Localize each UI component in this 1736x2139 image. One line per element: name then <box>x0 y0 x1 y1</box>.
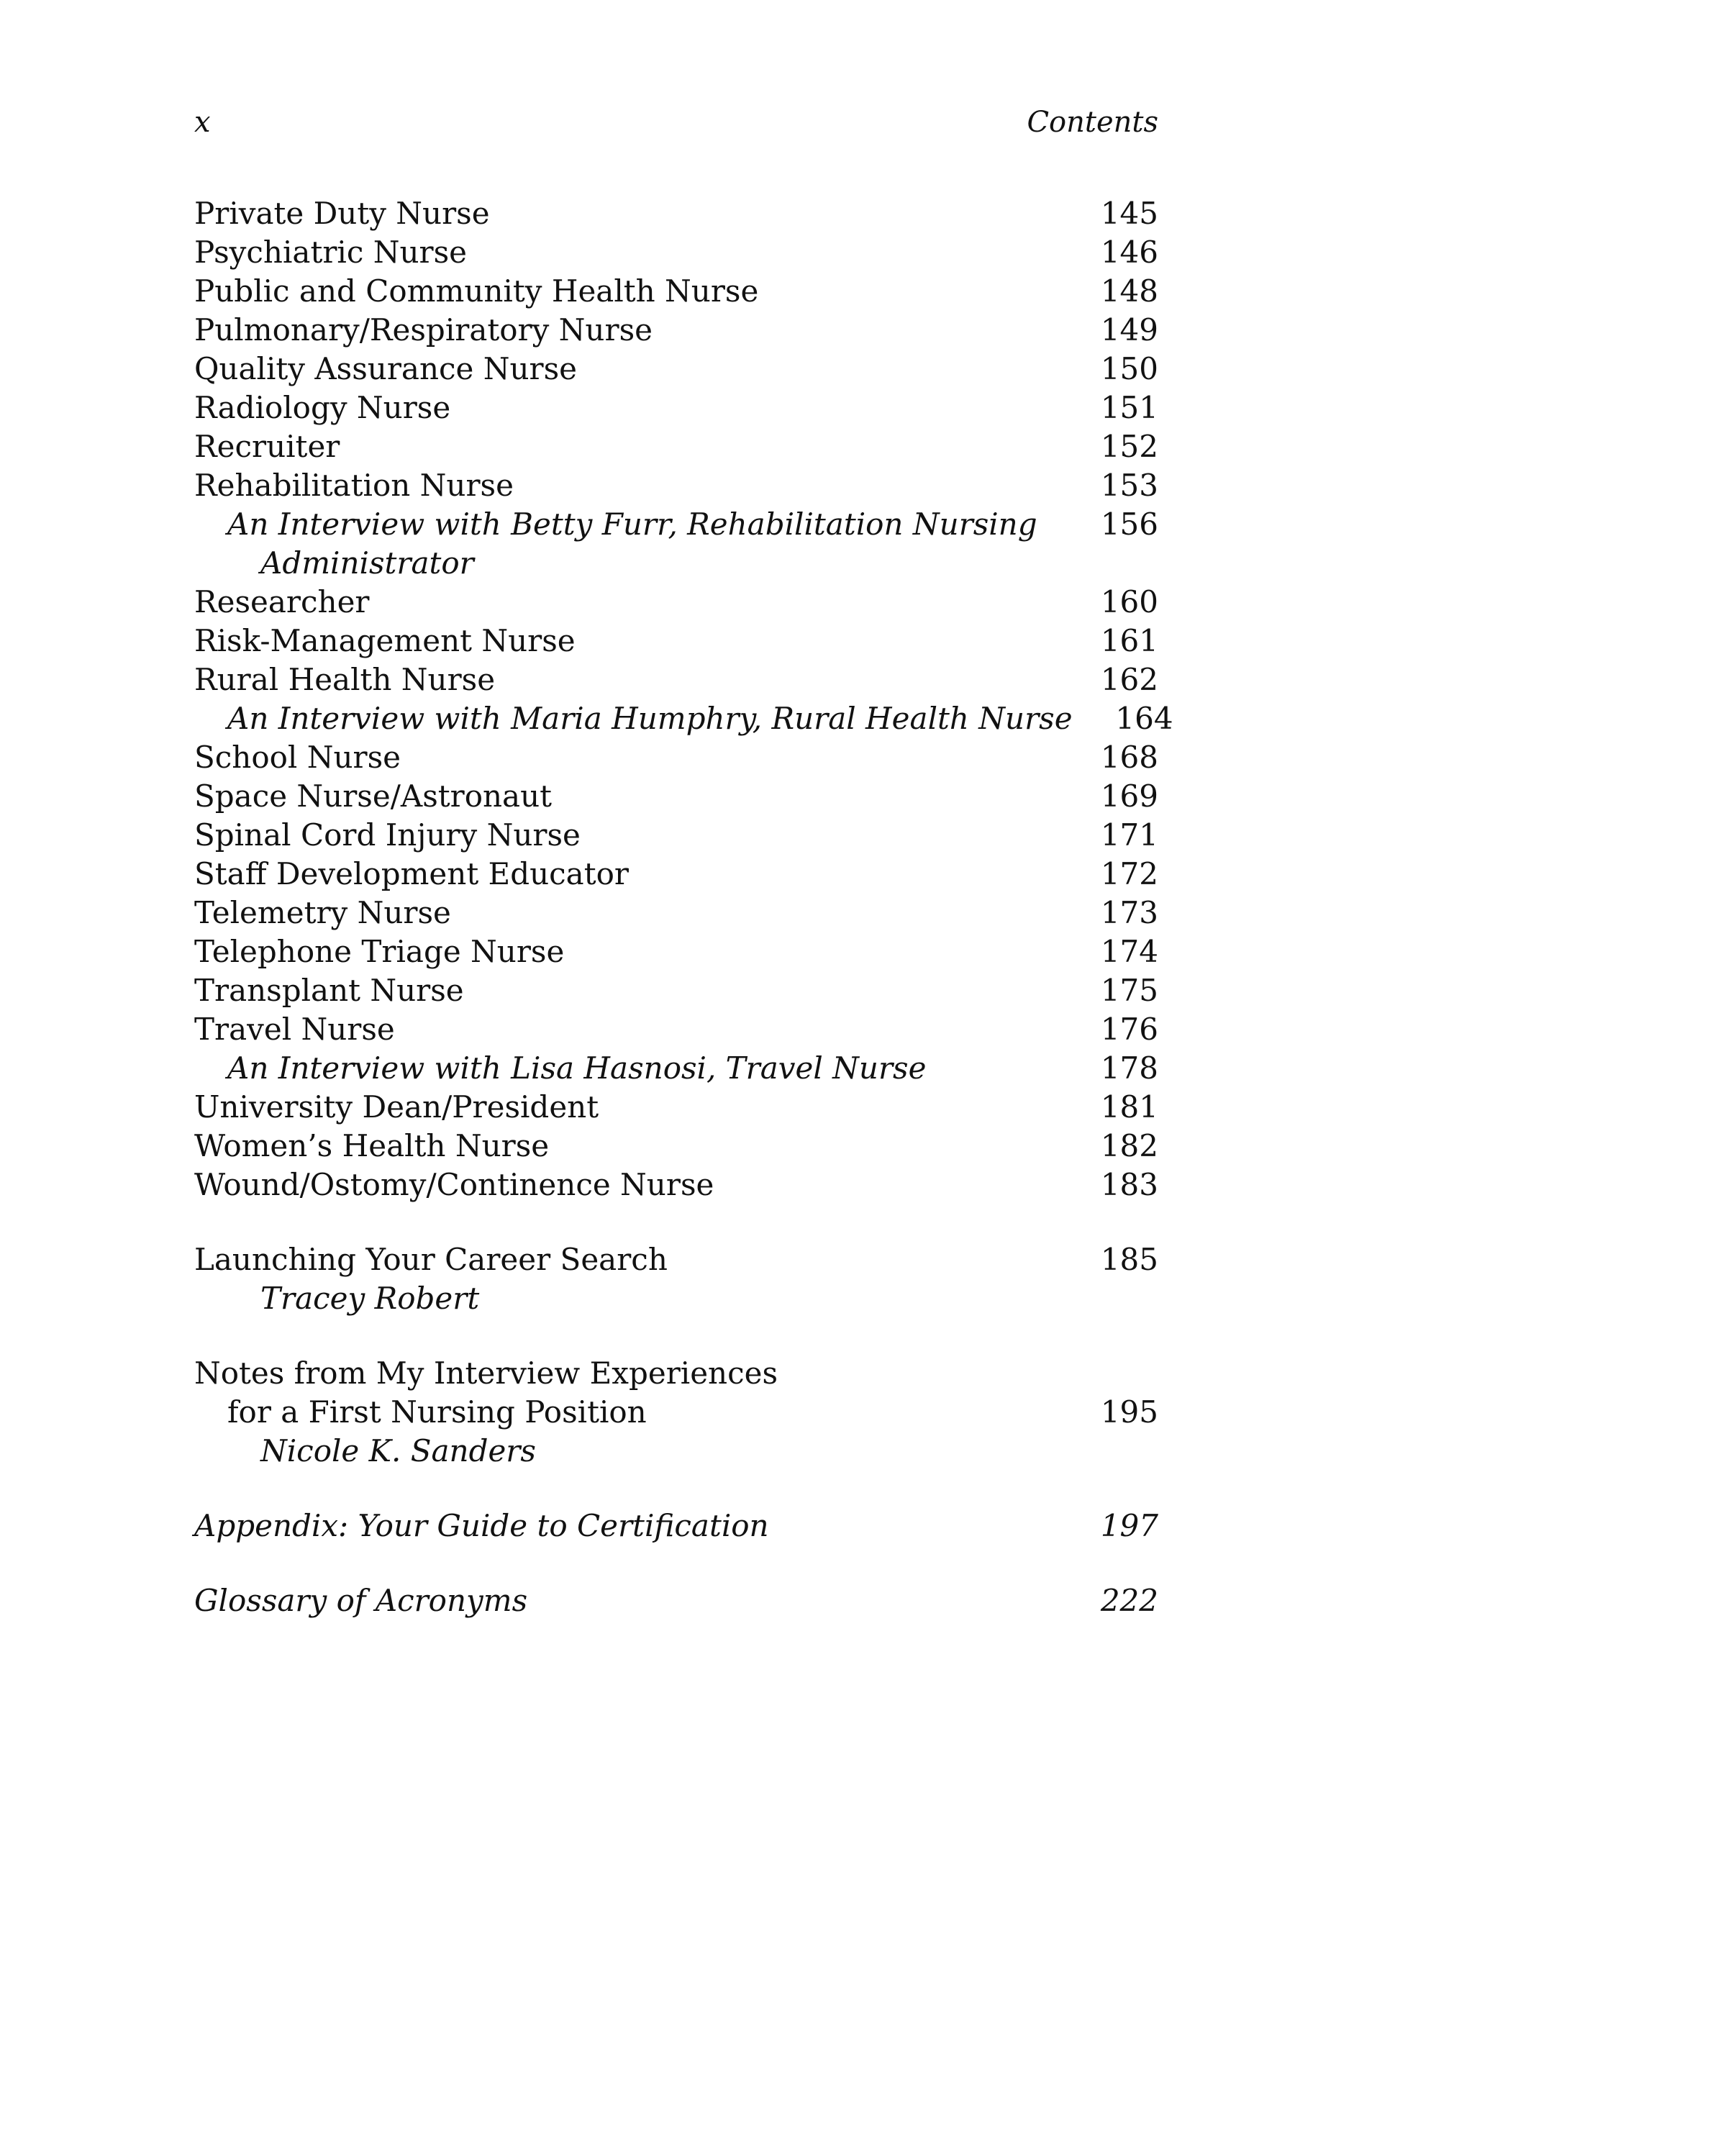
toc-entry-page: 173 <box>1100 895 1158 930</box>
toc-entry <box>194 1166 1158 1204</box>
toc-entry <box>194 777 1158 816</box>
toc-entry-title: Women’s Health Nurse <box>194 1128 550 1163</box>
toc-entry <box>194 738 1158 777</box>
toc-entry <box>194 1127 1158 1166</box>
toc-entry <box>194 233 1158 272</box>
toc-entry-page: 153 <box>1100 468 1158 503</box>
toc-interview-title <box>194 505 1058 583</box>
toc-entry <box>194 855 1158 894</box>
toc-entry-page: 151 <box>1100 390 1158 425</box>
toc-entry-page: 182 <box>1100 1128 1158 1163</box>
toc-entry-page: 156 <box>1100 507 1158 542</box>
section-gap <box>194 1471 1158 1507</box>
toc-entry-page: 148 <box>1100 273 1158 309</box>
toc-entry-page: 168 <box>1100 740 1158 775</box>
running-head <box>194 101 1158 144</box>
toc-section-author: Nicole K. Sanders <box>260 1433 536 1468</box>
toc-entry-title: Travel Nurse <box>194 1012 395 1047</box>
toc-entry <box>194 932 1158 971</box>
toc-section-page: 197 <box>1100 1508 1158 1543</box>
toc-entry <box>194 194 1158 233</box>
toc-section-title: Launching Your Career Search <box>194 1242 668 1277</box>
toc-interview-entry <box>194 505 1158 583</box>
toc-section-page: 195 <box>1100 1394 1158 1430</box>
toc-entry-page: 161 <box>1100 623 1158 658</box>
toc-section-title: Glossary of Acronyms <box>194 1583 528 1618</box>
toc-entry-title: Radiology Nurse <box>194 390 451 425</box>
contents-list <box>194 194 1173 1620</box>
toc-entry-title: Spinal Cord Injury Nurse <box>194 817 581 853</box>
toc-section-title-line2: for a First Nursing Position <box>227 1394 647 1430</box>
toc-section-glossary <box>194 1581 1158 1620</box>
toc-entry-title: Rehabilitation Nurse <box>194 468 514 503</box>
toc-entry <box>194 971 1158 1010</box>
toc-entry-title: Telemetry Nurse <box>194 895 451 930</box>
toc-entry-title: Transplant Nurse <box>194 973 464 1008</box>
toc-entry <box>194 350 1158 389</box>
toc-entry-title: Recruiter <box>194 429 340 464</box>
toc-entry-page: 181 <box>1100 1089 1158 1125</box>
toc-entry-page: 150 <box>1100 351 1158 386</box>
toc-entry-title: Staff Development Educator <box>194 856 629 891</box>
toc-entry <box>194 1010 1158 1049</box>
toc-entry <box>194 583 1158 622</box>
toc-entry <box>194 272 1158 311</box>
toc-entry-page: 171 <box>1100 817 1158 853</box>
toc-section-title-line1: Notes from My Interview Experiences <box>194 1355 778 1391</box>
toc-entry-title: Risk-Management Nurse <box>194 623 576 658</box>
toc-entry-page: 162 <box>1100 662 1158 697</box>
toc-entry-page: 164 <box>1115 701 1173 736</box>
toc-entry-title: Rural Health Nurse <box>194 662 496 697</box>
toc-interview-title: An Interview with Maria Humphry, Rural Health Nurse <box>227 701 1073 736</box>
toc-entry-title: School Nurse <box>194 740 401 775</box>
toc-entry <box>194 622 1158 660</box>
toc-entry-page: 152 <box>1100 429 1158 464</box>
toc-entry-page: 183 <box>1100 1167 1158 1202</box>
toc-interview-entry <box>194 1049 1158 1088</box>
toc-section-page: 222 <box>1100 1583 1158 1618</box>
toc-entry-page: 145 <box>1100 196 1158 231</box>
toc-entry-title: Pulmonary/Respiratory Nurse <box>194 312 653 348</box>
toc-entry <box>194 311 1158 350</box>
section-gap <box>194 1318 1158 1354</box>
toc-entry-page: 172 <box>1100 856 1158 891</box>
toc-entry-title: Quality Assurance Nurse <box>194 351 578 386</box>
toc-entry-title: University Dean/President <box>194 1089 599 1125</box>
toc-entry <box>194 1088 1158 1127</box>
toc-entry-page: 175 <box>1100 973 1158 1008</box>
toc-section-page: 185 <box>1100 1242 1158 1277</box>
toc-entry-page: 176 <box>1100 1012 1158 1047</box>
toc-section-author: Tracey Robert <box>260 1281 480 1316</box>
toc-entry-title: Psychiatric Nurse <box>194 235 468 270</box>
section-gap <box>194 1204 1158 1240</box>
toc-interview-title-line1: An Interview with Betty Furr, Rehabilitation Nursing <box>227 507 1037 542</box>
toc-section-interview-notes-line1 <box>194 1354 1158 1393</box>
toc-entry-title: Telephone Triage Nurse <box>194 934 565 969</box>
toc-entry-page: 160 <box>1100 584 1158 619</box>
toc-section-career-search <box>194 1240 1158 1279</box>
toc-interview-title-line2: Administrator <box>260 545 474 581</box>
toc-entry <box>194 466 1158 505</box>
toc-entry-title: Space Nurse/Astronaut <box>194 778 553 814</box>
toc-section-interview-notes <box>194 1393 1158 1432</box>
toc-entry-page: 169 <box>1100 778 1158 814</box>
toc-entry <box>194 427 1158 466</box>
page-folio: x <box>194 106 211 139</box>
toc-section-title: Appendix: Your Guide to Certification <box>194 1508 769 1543</box>
toc-entry-title: Wound/Ostomy/Continence Nurse <box>194 1167 714 1202</box>
toc-interview-title: An Interview with Lisa Hasnosi, Travel Nurse <box>227 1050 927 1086</box>
section-gap <box>194 1545 1158 1581</box>
toc-entry-page: 174 <box>1100 934 1158 969</box>
toc-entry-page: 178 <box>1100 1050 1158 1086</box>
toc-entry-page: 146 <box>1100 235 1158 270</box>
toc-entry-title: Private Duty Nurse <box>194 196 490 231</box>
toc-section-appendix <box>194 1507 1158 1545</box>
toc-entry-title: Researcher <box>194 584 370 619</box>
toc-entry <box>194 389 1158 427</box>
toc-entry <box>194 816 1158 855</box>
running-head-title: Contents <box>1027 106 1158 139</box>
toc-entry <box>194 660 1158 699</box>
toc-entry <box>194 894 1158 932</box>
toc-entry-page: 149 <box>1100 312 1158 348</box>
toc-interview-entry <box>194 699 1173 738</box>
toc-entry-title: Public and Community Health Nurse <box>194 273 759 309</box>
